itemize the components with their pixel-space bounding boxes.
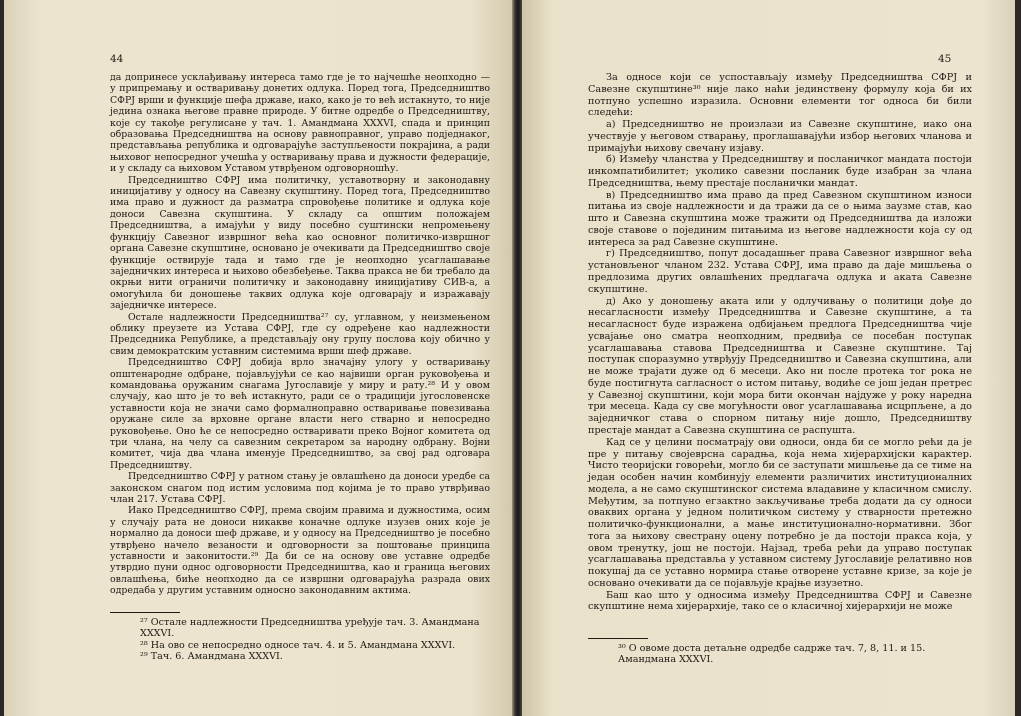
page-edge xyxy=(1015,0,1021,716)
paragraph: Председништво СФРЈ добија врло значајну улогу у остваривању општенародне одбране, појављујући се као највиши орган руковођења и командовања оружаним снагама Југославије у миру и рату.²⁸ И у овом случају, као што је то већ истакнуто, ради се о традицији југословенске уставности која не значи само формалноправно оствaривање повезивања оружане силе за врховне органе власти него стварно и непосредно руковођење. Оно ће се непосредно остваривати преко Војног комитета од три члана, на челу са савезним секретаром за народну одбрану. Војни комитет, чија два члана именује Председништво, за свој рад одговара Председништву. xyxy=(110,357,490,471)
paragraph: да допринесе усклађивању интереса тамо где је то најчешће неопходно — у припремању и остваривању донетих одлука. Поред тога, Председништво СФРЈ врши и функције шефа државе, иако, како је то већ истакнуто, то није једина ознака његове правне природе. У битне одредбе о Председништву, које су такође регулисане у тач. 1. Амандмана XXXVI, спада и принцип образовања Председништва на основу равноправног, управо подједнаког, представљања република и одговарајуће заступљености покрајина, а ради њиховог непосредног учешћа у остваривању права и дужности федерације, и у складу са њиховом Уставом утврђеном одговорношћу. xyxy=(110,72,490,175)
footnote: ²⁸ На ово се непосредно односе тач. 4. и 5. Амандмана XXXVI. xyxy=(140,639,456,651)
footnote: ²⁷ Остале надлежности Председништва уређује тач. 3. Амандмана XXXVI. xyxy=(140,617,480,640)
footnotes xyxy=(588,632,972,666)
paragraph: Иако Председништво СФРЈ, према својим правима и дужностима, осим у случају рата не доноси никакве коначне одлуке изузев оних које је нормално да доноси шеф државе, и у односу на Председништво је посебно утврђено начело везаности и одговорности за поштовање принципа уставности и законитости.²⁹ Да би се на основу ове уставне одредбе утврдио пуни однос одговорности Председништва, као и граница његових овлашћења, биће неопходно да се извршни одговарајућа разрада ових одредаба у другим уставним односно законодавним актима. xyxy=(110,505,490,597)
right-text-column xyxy=(588,72,972,613)
footnotes xyxy=(110,606,490,663)
paragraph: За односе који се успостављају између Председништва СФРЈ и Савезне скупштине³⁰ није лако наћи јединствену формулу која би их потпуно успешно изразила. Основни елементи тог односа би били следећи: xyxy=(588,72,972,119)
paragraph: Председништво СФРЈ има политичку, уставотворну и законодавну иницијативу у односу на Савезну скупштину. Поред тога, Председништво има право и дужност да разматра спровођење политике и одлука које доноси Савезна скупштина. У складу са општим положајем Председништва, а имајући у виду посебно суштински непромењену функцију Савезног извршног већа као основног политичко-извршног органа Савезне скупштине, основано је очекивати да Председништво своје функције оствирује тада и тамо где је неопходно усаглашавање заједничких интереса и њихово обезбеђење. Таква пракса не би требало да окрњи нити ограничи политичку и законодавну иницијативу СИВ-а, а омогућила би доношење таквих одлука које одговарају и изражавају заједничке интересе. xyxy=(110,174,490,312)
paragraph: Баш као што у односима између Председништва СФРЈ и Савезне скупштине нема хијерархије, тако се о класичној хијерархији не може xyxy=(588,589,972,613)
paragraph: Остале надлежности Председништва²⁷ су, углавном, у неизмењеном облику преузете из Устава СФРЈ, где су одређене као надлежности Председника Републике, а представљају ону групу послова коју обично у свим демократским уставним системима врши шеф државе. xyxy=(110,311,490,357)
footnote: ²⁹ Тач. 6. Амандмана XXXVI. xyxy=(140,651,283,663)
paragraph: г) Председништво, попут досадашњег права Савезног извршног већа установљеног чланом 232. Устава СФРЈ, има право да даје мишљења о предлозима других овлашћених предлагача одлука и аката Савезне скупштине. xyxy=(588,248,972,295)
left-text-column xyxy=(110,72,490,597)
right-page xyxy=(522,0,1021,716)
footnote-divider xyxy=(110,612,180,613)
paragraph: а) Председништво не произлази из Савезне скупштине, иако она учествује у његовом стварању, проглашавајући избор његових чланова и примајући њихову свечану изјаву. xyxy=(588,119,972,154)
paragraph: Председништво СФРЈ у ратном стању је овлашћено да доноси уредбе са законском снагом под истим условима под којима је то право утврђивао члан 217. Устава СФРЈ. xyxy=(110,471,490,506)
paragraph: Кад се у целини посматрају ови односи, онда би се могло рећи да је пре у питању својеврсна сарадња, која нема хијерархијски карактер. Чисто теоријски говорећи, могло би се заступати мишљење да се тиме на један особен начин комбинују елементи различитих институционалних модела, а не само скупштинског система владавине у класичном смислу. Међутим, за потпуно егзактно закључивање треба додати да су односи оваквих органа у једном политичком систему у стварности претежно политичко-функционални, а мање институционално-нормативни. Због тога за њихову свестрану оцену потребно је да постоји пракса која, у овом тренутку, још не постоји. Најзад, треба рећи да управо поступак усаглашавања представља у уставном систему Југославије релативно нов покушај да се уставно нормира стање отворене уставне кризе, за које је основано очекивати да се појављује крајње изузетно. xyxy=(588,436,972,589)
footnote: ³⁰ О овоме доста детаљне одредбе садрже тач. 7, 8, 11. и 15. Амандмана XXXVI. xyxy=(618,643,926,666)
paragraph: в) Председништво има право да пред Савезном скупштином износи питања из своје надлежности и да тражи да се о њима заузме став, као што и Савезна скупштина може тражити од Председништва да изложи своје ставове о појединим питањима из његове надлежности која су од интереса за рад Савезне скупштине. xyxy=(588,189,972,248)
page-edge xyxy=(0,0,4,716)
paragraph: д) Ако у доношењу аката или у одлучивању о политици дође до несагласности између Председништва и Савезне скупштине, а та несагласност буде изражена одбијањем предлога Председништва чије усвајање оно сматра неопходним, предвиђа се посебан поступак усаглашавања ставова Председништва и Савезне скупштине. Тај поступак споразумно утврђују Председништво и Савезна скупштина, али не може трајати дуже од 6 месеци. Ако ни после протека тог рока не буде постигнута сагласност о истом питању, водиће се још један претрес у Савезној скупштини, који мора бити окончан најдуже у року наредна три месеца. Када су све могућности овог усаглашавања исцрпљене, а до заједничког става о спорном питању није дошло, Председништву престаје мандат а Савезна скупштина се распушта. xyxy=(588,295,972,436)
page-number: 44 xyxy=(110,53,124,65)
page-number: 45 xyxy=(938,53,952,65)
footnote-divider xyxy=(588,638,648,639)
paragraph: б) Између чланства у Председништву и посланичког мандата постоји инкомпатибилитет; уколико савезни посланик буде изабран за члана Председништва, њему престаје посланички мандат. xyxy=(588,154,972,189)
